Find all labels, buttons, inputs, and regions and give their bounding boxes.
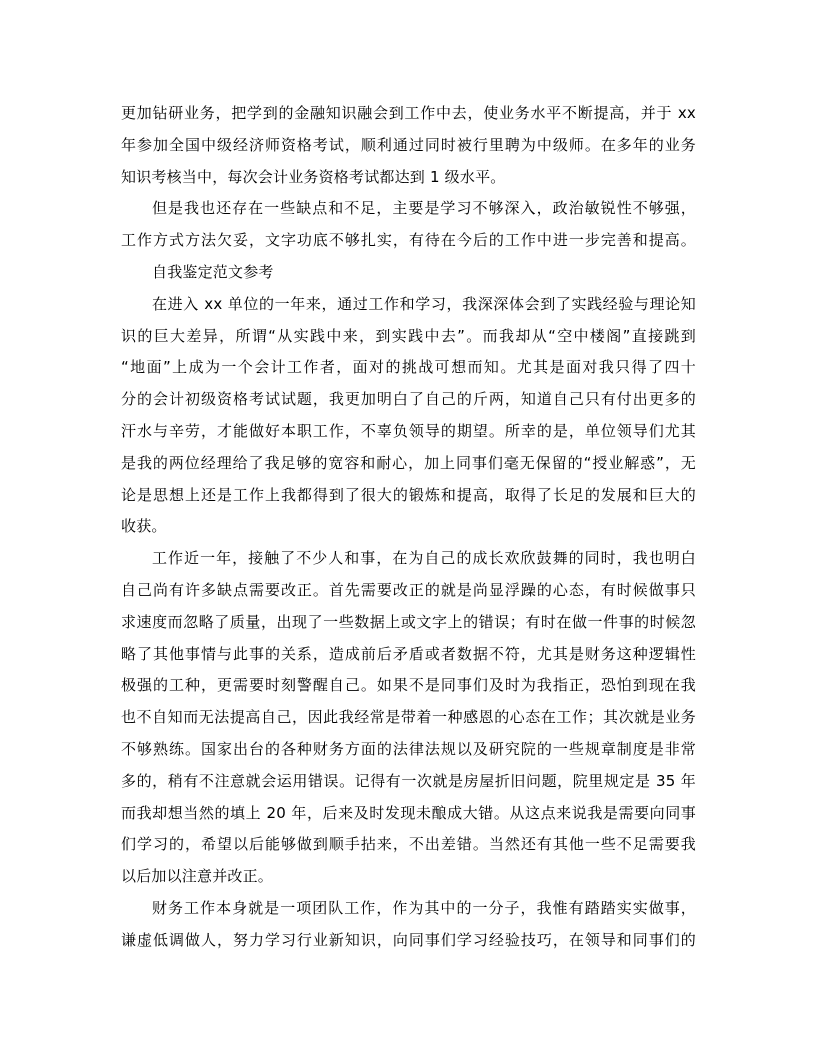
text-line: 极强的工种，更需要时刻警醒自己。如果不是同事们及时为我指正，恐怕到现在我 (121, 676, 696, 695)
text-line: 而我却想当然的填上 20 年，后来及时发现未酿成大错。从这点来说我是需要向同事 (121, 803, 696, 822)
text-line: 求速度而忽略了质量，出现了一些数据上或文字上的错误；有时在做一件事的时候忽 (121, 612, 696, 631)
text-line: 分的会计初级资格考试试题，我更加明白了自己的斤两，知道自己只有付出更多的 (121, 390, 696, 409)
text-line: 不够熟练。国家出台的各种财务方面的法律法规以及研究院的一些规章制度是非常 (121, 739, 696, 758)
text-line: 工作方式方法欠妥，文字功底不够扎实，有待在今后的工作中进一步完善和提高。 (121, 231, 696, 250)
document-body (121, 98, 696, 957)
text-line: 是我的两位经理给了我足够的宽容和耐心，加上同事们毫无保留的“授业解惑”，无 (121, 453, 696, 472)
text-line: 也不自知而无法提高自己，因此我经常是带着一种感恩的心态在工作；其次就是业务 (121, 708, 696, 727)
text-line: 年参加全国中级经济师资格考试，顺利通过同时被行里聘为中级师。在多年的业务 (121, 135, 696, 154)
text-line: 论是思想上还是工作上我都得到了很大的锻炼和提高，取得了长足的发展和巨大的 (121, 485, 696, 504)
text-line: 收获。 (121, 517, 167, 536)
text-line: 工作近一年，接触了不少人和事，在为自己的成长欢欣鼓舞的同时，我也明白 (152, 549, 696, 568)
text-line: 略了其他事情与此事的关系，造成前后矛盾或者数据不符，尤其是财务这种逻辑性 (121, 644, 696, 663)
text-line: 以后加以注意并改正。 (121, 867, 274, 886)
text-line: 谦虚低调做人，努力学习行业新知识，向同事们学习经验技巧，在领导和同事们的 (121, 930, 696, 949)
text-line: 但是我也还存在一些缺点和不足，主要是学习不够深入，政治敏锐性不够强， (152, 199, 696, 218)
text-line: 自我鉴定范文参考 (152, 262, 274, 281)
text-line: 自己尚有许多缺点需要改正。首先需要改正的就是尚显浮躁的心态，有时候做事只 (121, 580, 696, 599)
text-line: 财务工作本身就是一项团队工作，作为其中的一分子，我惟有踏踏实实做事， (152, 898, 696, 917)
text-line: 在进入 xx 单位的一年来，通过工作和学习，我深深体会到了实践经验与理论知 (152, 294, 696, 313)
text-line: 更加钻研业务，把学到的金融知识融会到工作中去，使业务水平不断提高，并于 xx (121, 104, 696, 122)
text-line: 识的巨大差异，所谓“从实践中来，到实践中去”。而我却从“空中楼阁”直接跳到 (121, 326, 696, 345)
text-line: 知识考核当中，每次会计业务资格考试都达到 1 级水平。 (121, 167, 506, 186)
text-line: 们学习的，希望以后能够做到顺手拈来，不出差错。当然还有其他一些不足需要我 (121, 835, 696, 854)
text-line: 汗水与辛劳，才能做好本职工作，不辜负领导的期望。所幸的是，单位领导们尤其 (121, 421, 696, 440)
text-line: “地面”上成为一个会计工作者，面对的挑战可想而知。尤其是面对我只得了四十 (121, 358, 696, 377)
text-line: 多的，稍有不注意就会运用错误。记得有一次就是房屋折旧问题，院里规定是 35 年 (121, 771, 696, 790)
